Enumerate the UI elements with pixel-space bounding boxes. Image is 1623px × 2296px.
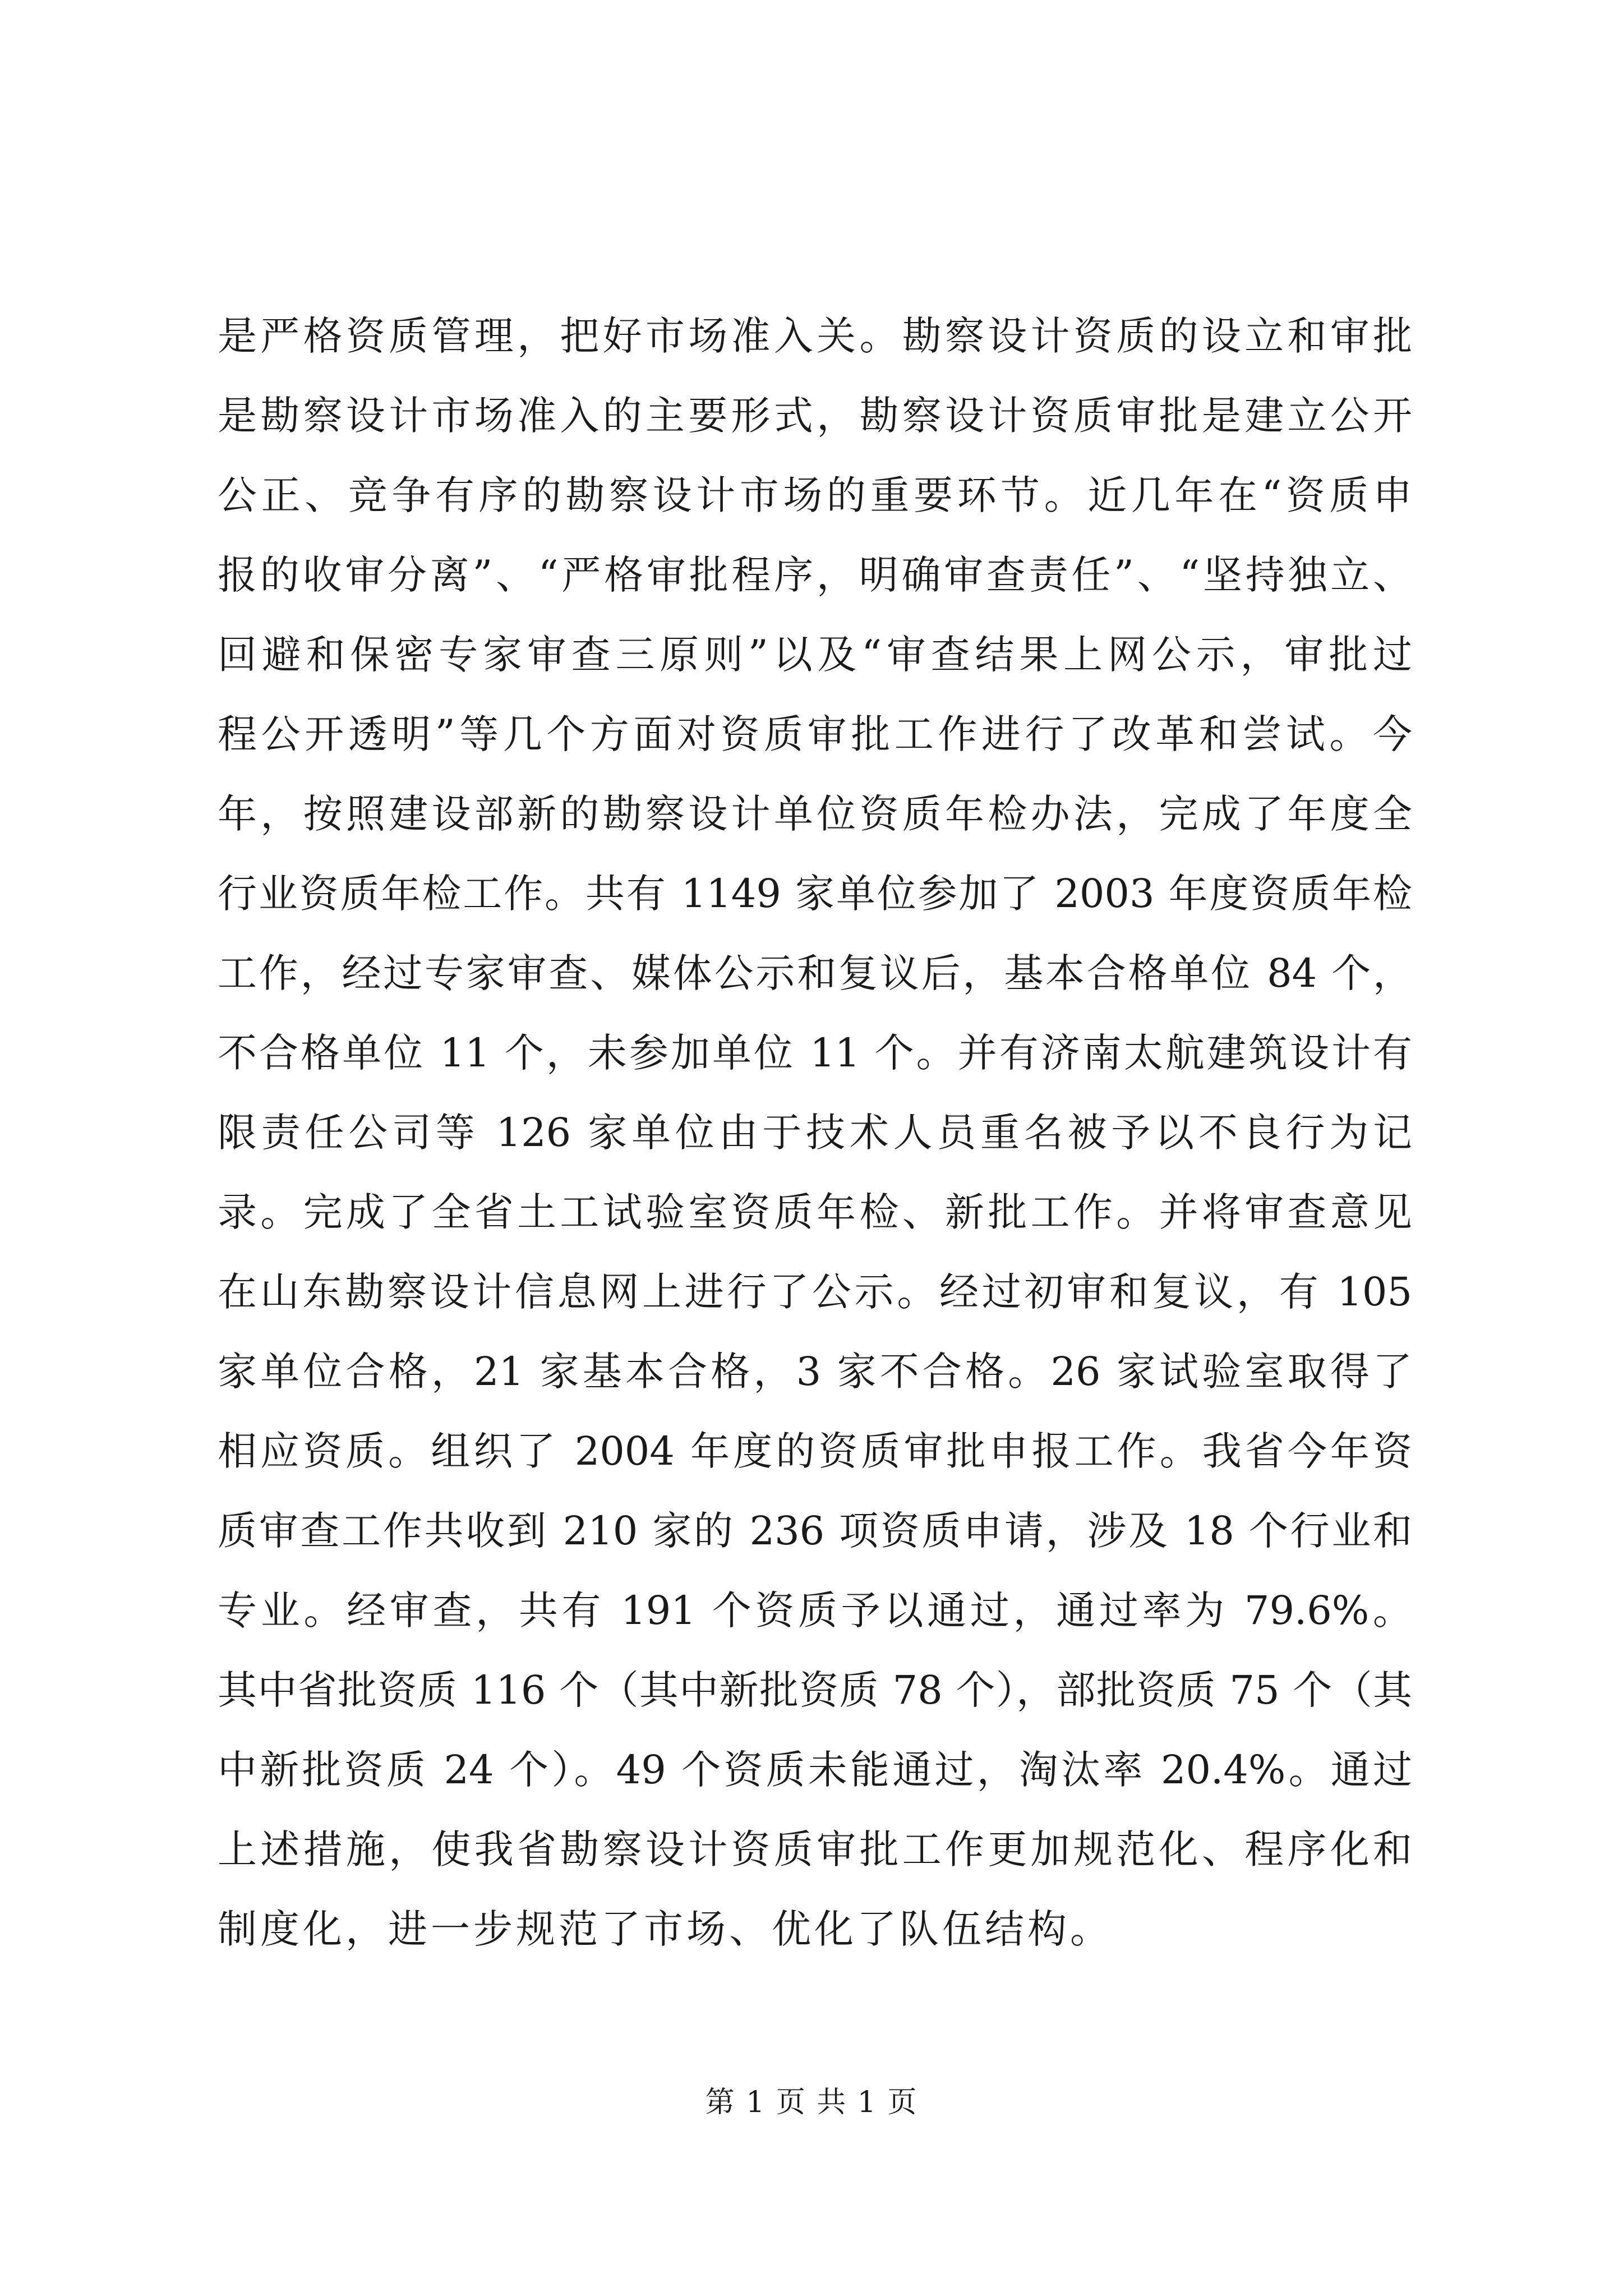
text-line: 其中省批资质 116 个（其中新批资质 78 个），部批资质 75 个（其	[218, 1667, 1412, 1713]
text-line: 家单位合格，21 家基本合格，3 家不合格。26 家试验室取得了	[218, 1349, 1412, 1395]
text-line: 是勘察设计市场准入的主要形式，勘察设计资质审批是建立公开	[218, 393, 1412, 439]
text-line: 报的收审分离”、“严格审批程序，明确审查责任”、“坚持独立、	[218, 552, 1412, 598]
text-line: 行业资质年检工作。共有 1149 家单位参加了 2003 年度资质年检	[218, 871, 1412, 917]
page-number-footer: 第 1 页 共 1 页	[705, 2086, 918, 2119]
text-line: 质审查工作共收到 210 家的 236 项资质申请，涉及 18 个行业和	[218, 1508, 1412, 1554]
text-line: 程公开透明”等几个方面对资质审批工作进行了改革和尝试。今	[218, 711, 1412, 757]
text-line: 中新批资质 24 个）。49 个资质未能通过，淘汰率 20.4%。通过	[218, 1747, 1412, 1793]
text-line: 录。完成了全省土工试验室资质年检、新批工作。并将审查意见	[218, 1189, 1412, 1235]
text-line: 专业。经审查，共有 191 个资质予以通过，通过率为 79.6%。	[218, 1588, 1412, 1634]
text-line: 限责任公司等 126 家单位由于技术人员重名被予以不良行为记	[218, 1110, 1412, 1156]
text-line: 回避和保密专家审查三原则”以及“审查结果上网公示，审批过	[218, 632, 1412, 678]
text-line: 在山东勘察设计信息网上进行了公示。经过初审和复议，有 105	[218, 1269, 1412, 1315]
text-line: 上述措施，使我省勘察设计资质审批工作更加规范化、程序化和	[218, 1826, 1412, 1872]
text-line: 公正、竞争有序的勘察设计市场的重要环节。近几年在“资质申	[218, 472, 1412, 518]
text-line: 制度化，进一步规范了市场、优化了队伍结构。	[218, 1906, 1113, 1952]
text-line: 是严格资质管理，把好市场准入关。勘察设计资质的设立和审批	[218, 313, 1412, 359]
text-line: 相应资质。组织了 2004 年度的资质审批申报工作。我省今年资	[218, 1428, 1412, 1474]
text-line: 不合格单位 11 个，未参加单位 11 个。并有济南太航建筑设计有	[218, 1030, 1412, 1076]
text-line: 年，按照建设部新的勘察设计单位资质年检办法，完成了年度全	[218, 791, 1412, 837]
body-paragraph	[218, 296, 1412, 1969]
text-line: 工作，经过专家审查、媒体公示和复议后，基本合格单位 84 个，	[218, 950, 1412, 996]
